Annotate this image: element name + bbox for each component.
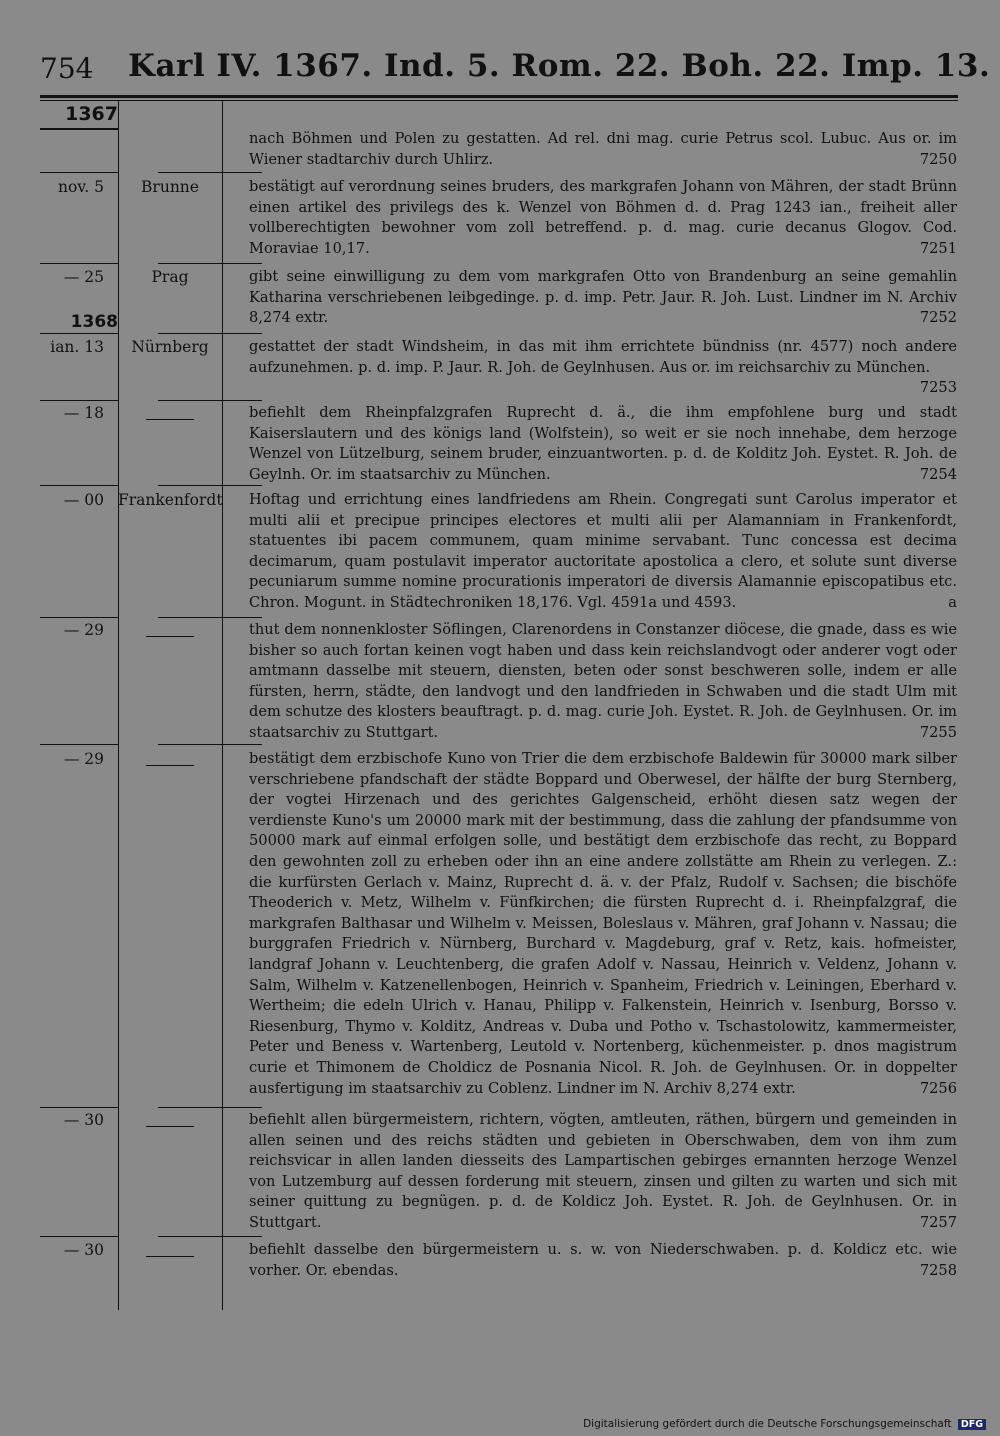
entry-text <box>249 403 957 485</box>
page-header <box>40 48 991 94</box>
ditto-dash <box>146 419 194 420</box>
entry-body: Hoftag und errichtung eines landfriedens am Rhein. Congregati sunt Carolus imperator et multi alii et precipue principes electores et multi alii per Alamanniam in Frankenfordt, statuentes ibi pacem communem, quam minime servabant. Tunc concessa est decima decimarum, quam postulavit imperator auctoritate apostolica a clero, et solute sunt diverse pecuniarum summe nomine procurationis imperatori de diversis Alamannie episcopatibus etc. Chron. Mogunt. in Städtechroniken 18,176. Vgl. 4591a und 4593. <box>249 491 957 611</box>
entry-date: — 30 <box>63 1241 104 1259</box>
entry-number: a <box>948 593 957 611</box>
digitization-credit <box>583 1418 986 1430</box>
entry-number: 7257 <box>919 1213 957 1231</box>
entry-number: 7258 <box>919 1261 957 1279</box>
entry-text <box>249 177 957 259</box>
entry-place <box>118 620 222 641</box>
entry-body: gestattet der stadt Windsheim, in das mit ihm errichtete bündniss (nr. 4577) noch andere aufzunehmen. p. d. imp. P. Jaur. R. Joh. de Geylnhusen. Aus or. im reichsarchiv zu München. <box>249 338 957 376</box>
entry-date: ian. 13 <box>50 338 104 356</box>
entry-place: Nürnberg <box>131 338 209 356</box>
year-label-1368: 1368 <box>70 312 118 332</box>
entry-number: 7251 <box>919 239 957 257</box>
entry-body: bestätigt auf verordnung seines bruders, des markgrafen Johann von Mähren, der stadt Brünn einen artikel des privilegs des k. Wenzel von Böhmen d. d. Prag 1243 ian., freiheit aller vollberechtigten bewohner vom zoll betreffend. p. d. mag. curie decanus Glogov. Cod. Moraviae 10,17. <box>249 178 957 257</box>
entry-place: Prag <box>151 268 189 286</box>
page-number: 754 <box>40 52 94 85</box>
entry-date: — 00 <box>63 491 104 509</box>
entry-body: befiehlt dem Rheinpfalzgrafen Ruprecht d. ä., die ihm empfohlene burg und stadt Kaiserslautern und des königs land (Wolfstein), so weit er sie noch innehabe, dem herzoge Wenzel von Lützelburg, seinem bruder, einzuantworten. p. d. de Kolditz Joh. Eystet. R. Joh. de Geylnh. Or. im staatsarchiv zu München. <box>249 404 957 483</box>
header-rule <box>40 95 958 101</box>
entry-date: — 29 <box>63 621 104 639</box>
column-rule-place <box>222 100 223 1310</box>
ditto-dash <box>146 765 194 766</box>
entry-date: — 25 <box>63 268 104 286</box>
entry-body: befiehlt allen bürgermeistern, richtern, vögten, amtleuten, räthen, bürgern und gemeinden in allen seinen und des reichs städten und gebieten in Oberschwaben, dem von ihm zum reichsvicar in allen landen diesseits des Lampartischen gebirges ernannten herzoge Wenzel von Lutzemburg auf dessen forderung mit steuern, zinsen und gilten zu warten und sich mit seiner quittung zu begnügen. p. d. de Koldicz Joh. Eystet. R. Joh. de Geylnhusen. Or. in Stuttgart. <box>249 1111 957 1231</box>
entry-number: 7254 <box>919 465 957 483</box>
entry-date: — 18 <box>63 404 104 422</box>
entry-text <box>249 1240 957 1281</box>
entry-place <box>118 1240 222 1261</box>
entry-text <box>249 490 957 614</box>
entry-body: thut dem nonnenkloster Söflingen, Clarenordens in Constanzer diöcese, die gnade, dass es wie bisher so auch fortan keinen vogt haben und dass kein reichslandvogt oder anderer vogt oder amtmann dasselbe mit steuern, diensten, beten oder sonst beschweren solle, indem er alle fürsten, herrn, städte, den landvogt und den landfrieden in Schwaben und die stadt Ulm mit dem schutze des klosters beauftragt. p. d. mag. curie Joh. Eystet. R. Joh. de Geylnhusen. Or. im staatsarchiv zu Stuttgart. <box>249 621 957 741</box>
ditto-dash <box>146 1256 194 1257</box>
entry-number: 7252 <box>919 309 957 327</box>
entry-text <box>249 337 957 399</box>
entry-text <box>249 1110 957 1234</box>
entry-date: nov. 5 <box>58 178 104 196</box>
dfg-logo: DFG <box>958 1419 986 1430</box>
entry-place: Brunne <box>141 178 199 196</box>
credit-text: Digitalisierung gefördert durch die Deutsche Forschungsgemeinschaft <box>583 1418 952 1430</box>
year-rule <box>40 128 118 130</box>
ditto-dash <box>146 636 194 637</box>
entry-number: 7256 <box>919 1079 957 1097</box>
ditto-dash <box>146 1126 194 1127</box>
entry-date: — 30 <box>63 1111 104 1129</box>
entry-body: befiehlt dasselbe den bürgermeistern u. s. w. von Niederschwaben. p. d. Koldicz etc. wie vorher. Or. ebendas. <box>249 1241 957 1279</box>
entry-place <box>118 403 222 424</box>
entry-place <box>118 749 222 770</box>
entry-number: 7253 <box>919 379 957 397</box>
entry-text <box>249 267 957 329</box>
year-label-1367: 1367 <box>65 103 118 125</box>
entry-number: 7255 <box>919 723 957 741</box>
entry-body: nach Böhmen und Polen zu gestatten. Ad rel. dni mag. curie Petrus scol. Lubuc. Aus or. im Wiener stadtarchiv durch Uhlirz. <box>249 130 957 168</box>
entry-text <box>249 129 957 170</box>
entry-place: Frankenfordt <box>118 491 223 509</box>
entry-number: 7250 <box>919 150 957 168</box>
page-title: Karl IV. 1367. Ind. 5. Rom. 22. Boh. 22. Imp. 13. <box>128 48 991 84</box>
entry-text <box>249 620 957 744</box>
entry-body: gibt seine einwilligung zu dem vom markgrafen Otto von Brandenburg an seine gemahlin Katharina verschriebenen leibgedinge. p. d. imp. Petr. Jaur. R. Joh. Lust. Lindner im N. Archiv 8,274 extr. <box>249 268 957 327</box>
entry-body: bestätigt dem erzbischofe Kuno von Trier die dem erzbischofe Baldewin für 30000 mark silber verschriebene pfandschaft der städte Boppard und Oberwesel, der hälfte der burg Sternberg, der vogtei Hirzenach und des gerichtes Galgenscheid, erhöht diesen satz wegen der verdienste Kuno's um 20000 mark mit der bestimmung, dass die zahlung der pfandsumme von 50000 mark auf einmal erfolgen solle, und bestätigt dem erzbischofe das recht, zu Boppard den gewohnten zoll zu erheben oder ihn an eine andere zollstätte am Rhein zu verlegen. Z.: die kurfürsten Gerlach v. Mainz, Ruprecht d. ä. v. der Pfalz, Rudolf v. Sachsen; die bischöfe Theoderich v. Metz, Wilhelm v. Fünfkirchen; die fürsten Ruprecht d. i. Rheinpfalzgraf, die markgrafen Balthasar und Wilhelm v. Meissen, Boleslaus v. Mähren, graf Johann v. Nassau; die burggrafen Friedrich v. Nürnberg, Burchard v. Magdeburg, graf v. Retz, kais. hofmeister, landgraf Johann v. Leuchtenberg, die grafen Adolf v. Nassau, Heinrich v. Veldenz, Johann v. Salm, Wilhelm v. Katzenellenbogen, Heinrich v. Spanheim, Friedrich v. Leiningen, Eberhard v. Wertheim; die edeln Ulrich v. Hanau, Philipp v. Falkenstein, Heinrich v. Isenburg, Borsso v. Riesenburg, Thymo v. Kolditz, Andreas v. Duba und Potho v. Tschastolowitz, kammermeister, Peter und Beness v. Wartenberg, Leutold v. Nortenberg, küchenmeister. p. dnos magistrum curie et Thimonem de Choldicz de Posnania Nicol. R. Joh. de Geylnhusen. Or. in doppelter ausfertigung im staatsarchiv zu Coblenz. Lindner im N. Archiv 8,274 extr. <box>249 750 957 1097</box>
entry-place <box>118 1110 222 1131</box>
entry-date: — 29 <box>63 750 104 768</box>
entry-text <box>249 749 957 1099</box>
